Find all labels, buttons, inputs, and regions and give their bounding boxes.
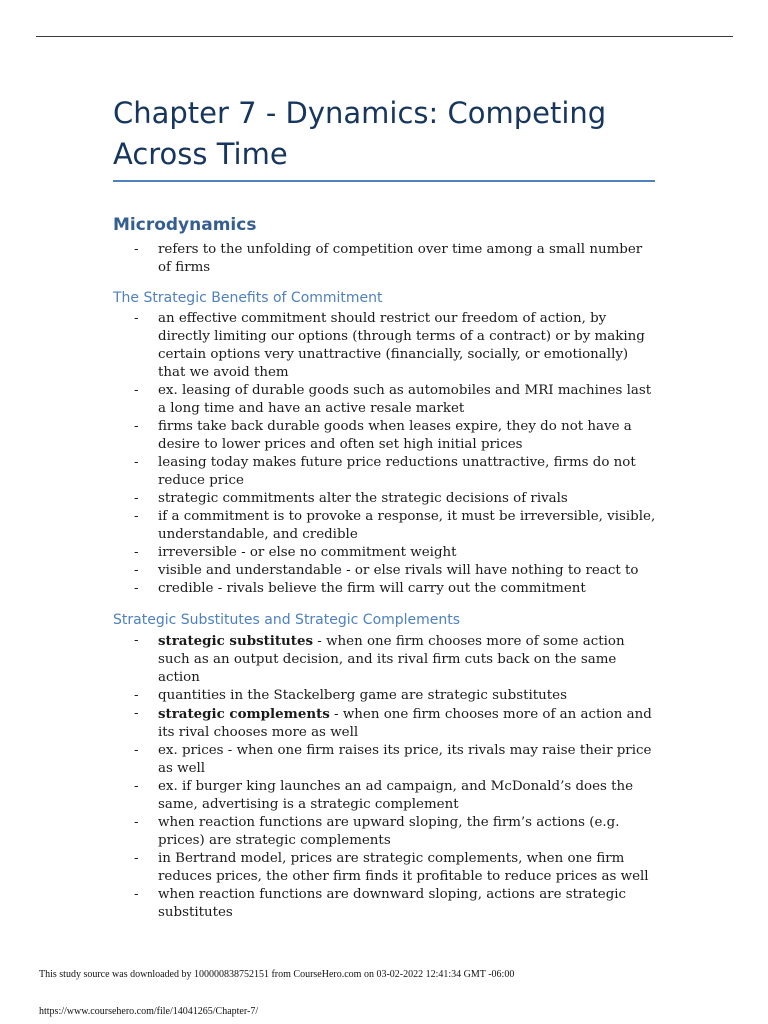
heading-substitutes-complements: Strategic Substitutes and Strategic Complements <box>113 612 461 628</box>
list-item: - refers to the unfolding of competition over time among a small number of firms <box>134 242 643 275</box>
top-divider <box>36 36 733 37</box>
list-item: - strategic commitments alter the strategic decisions of rivals <box>134 491 568 506</box>
list-item: - when reaction functions are downward sloping, actions are strategic substitutes <box>134 887 627 920</box>
microdynamics-list <box>113 241 658 277</box>
list-item: - leasing today makes future price reductions unattractive, firms do not reduce price <box>134 455 636 488</box>
strategic-benefits-list <box>113 310 658 598</box>
page-title: Chapter 7 - Dynamics: Competing Across Time <box>113 96 607 171</box>
bullet-dash: - <box>134 633 139 648</box>
bullet-dash: - <box>134 779 139 794</box>
list-item: - credible - rivals believe the firm will carry out the commitment <box>134 581 586 596</box>
list-item: - ex. prices - when one firm raises its price, its rivals may raise their price as well <box>134 743 652 776</box>
bullet-dash: - <box>134 581 139 596</box>
bullet-dash: - <box>134 383 139 398</box>
list-item: - ex. leasing of durable goods such as automobiles and MRI machines last a long time and have an active resale market <box>134 383 652 416</box>
heading-microdynamics: Microdynamics <box>113 215 257 235</box>
bullet-dash: - <box>134 311 139 326</box>
bullet-dash: - <box>134 545 139 560</box>
bullet-dash: - <box>134 743 139 758</box>
bullet-dash: - <box>134 491 139 506</box>
list-item: - if a commitment is to provoke a response, it must be irreversible, visible, understandable, and credible <box>134 509 656 542</box>
document-body <box>113 213 658 922</box>
list-item: - in Bertrand model, prices are strategic complements, when one firm reduces prices, the other firm finds it profitable to reduce prices as well <box>134 851 649 884</box>
download-notice: This study source was downloaded by 100000838752151 from CourseHero.com on 03-02-2022 12:41:34 GMT -06:00 <box>39 969 515 980</box>
list-item: - strategic complements - when one firm chooses more of an action and its rival chooses more as well <box>134 706 652 740</box>
bullet-dash: - <box>134 242 139 257</box>
bullet-dash: - <box>134 509 139 524</box>
list-item: - ex. if burger king launches an ad campaign, and McDonald’s does the same, advertising is a strategic complement <box>134 779 634 812</box>
list-item: - quantities in the Stackelberg game are strategic substitutes <box>134 688 567 703</box>
bullet-dash: - <box>134 815 139 830</box>
list-item: - an effective commitment should restrict our freedom of action, by directly limiting our options (through terms of a contract) or by making certain options very unattractive (financially, socially, or emotionally) that we avoid them <box>134 311 645 380</box>
heading-strategic-benefits: The Strategic Benefits of Commitment <box>113 290 383 306</box>
list-item: - when reaction functions are upward sloping, the firm’s actions (e.g. prices) are strategic complements <box>134 815 620 848</box>
footer-url: https://www.coursehero.com/file/14041265/Chapter-7/ <box>39 1006 259 1017</box>
bullet-dash: - <box>134 851 139 866</box>
bullet-dash: - <box>134 455 139 470</box>
substitutes-complements-list <box>113 632 658 922</box>
bullet-dash: - <box>134 706 139 721</box>
bullet-dash: - <box>134 419 139 434</box>
list-item: - firms take back durable goods when leases expire, they do not have a desire to lower prices and often set high initial prices <box>134 419 632 452</box>
list-item: - strategic substitutes - when one firm chooses more of some action such as an output decision, and its rival firm cuts back on the same action <box>134 633 625 685</box>
title-underline <box>113 180 655 182</box>
bullet-dash: - <box>134 887 139 902</box>
bullet-dash: - <box>134 688 139 703</box>
list-item: - visible and understandable - or else rivals will have nothing to react to <box>134 563 639 578</box>
bullet-dash: - <box>134 563 139 578</box>
list-item: - irreversible - or else no commitment weight <box>134 545 457 560</box>
